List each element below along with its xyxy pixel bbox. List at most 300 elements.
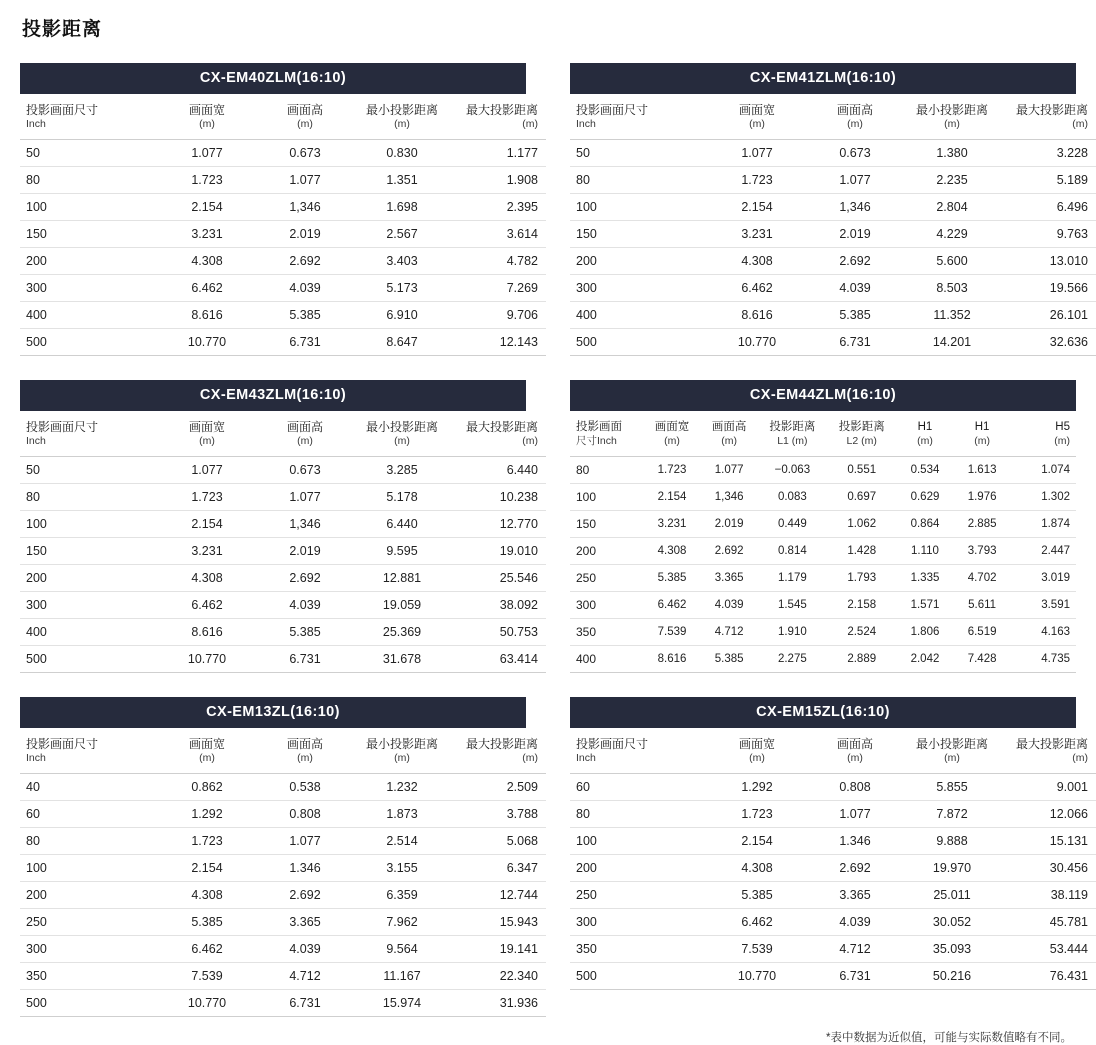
table-cell: 2.158 — [827, 591, 896, 618]
table-cell: 0.862 — [158, 774, 256, 801]
table-title: CX-EM15ZL(16:10) — [570, 697, 1076, 728]
table-cell: 19.141 — [450, 936, 546, 963]
column-header-label: 最小投影距离 — [365, 420, 438, 435]
table-cell: 5.068 — [450, 828, 546, 855]
tables-grid — [20, 63, 1088, 1041]
table-cell: 100 — [20, 511, 158, 538]
table-cell: 1.351 — [354, 167, 450, 194]
table-cell: 0.449 — [758, 510, 827, 537]
table-cell: 6.462 — [708, 909, 806, 936]
column-header — [450, 94, 546, 140]
column-header — [158, 728, 256, 774]
table-cell: 150 — [20, 538, 158, 565]
table-cell: 7.539 — [708, 936, 806, 963]
table-cell: 19.010 — [450, 538, 546, 565]
table-row — [570, 221, 1096, 248]
table-cell: 6.462 — [158, 592, 256, 619]
table-row — [20, 221, 546, 248]
table-cell: 2.692 — [256, 565, 354, 592]
table-row — [20, 248, 546, 275]
table-cell: 8.647 — [354, 329, 450, 356]
table-cell: 1.874 — [1011, 510, 1076, 537]
table-cell: 4.039 — [701, 591, 758, 618]
table-cell: 6.731 — [256, 646, 354, 673]
projection-distance-table — [570, 94, 1096, 356]
table-cell: 2.019 — [806, 221, 904, 248]
table-row — [20, 484, 546, 511]
table-cell: 200 — [570, 248, 708, 275]
table-cell: 38.092 — [450, 592, 546, 619]
table-row — [570, 140, 1096, 167]
table-row — [570, 456, 1076, 483]
column-header-label: 投影画面尺寸 — [26, 420, 99, 435]
column-header-unit: (m) — [394, 435, 410, 448]
table-block — [570, 380, 1076, 673]
table-row — [20, 140, 546, 167]
column-header-label: 画面高 — [286, 103, 323, 117]
column-header-label: H1 — [917, 421, 933, 434]
table-row — [20, 275, 546, 302]
table-cell: 4.308 — [158, 882, 256, 909]
column-header-label: 投影画面尺寸 — [26, 737, 99, 752]
table-cell: 1.571 — [896, 591, 953, 618]
table-cell: 0.673 — [256, 140, 354, 167]
column-header-unit: (m) — [847, 752, 863, 765]
column-header-unit: (m) — [297, 118, 313, 130]
table-cell: 1.545 — [758, 591, 827, 618]
page-title: 投影距离 — [22, 19, 103, 40]
table-cell: 0.697 — [827, 483, 896, 510]
column-header-unit: (m) — [749, 118, 765, 130]
column-header-unit: (m) — [522, 435, 538, 448]
column-header — [954, 411, 1011, 456]
table-cell: 0.538 — [256, 774, 354, 801]
table-cell: 0.083 — [758, 483, 827, 510]
table-cell: 400 — [570, 302, 708, 329]
table-cell: 8.616 — [708, 302, 806, 329]
column-header-label: 画面高 — [836, 737, 873, 752]
table-cell: 9.564 — [354, 936, 450, 963]
table-cell: 1.723 — [643, 456, 700, 483]
table-cell: 25.011 — [904, 882, 1000, 909]
table-cell: 300 — [20, 936, 158, 963]
table-cell: 4.039 — [256, 592, 354, 619]
table-cell: 2.804 — [904, 194, 1000, 221]
column-header-label: 最大投影距离 — [1015, 103, 1088, 117]
column-header-label: 投影距离 — [838, 421, 885, 434]
table-cell: 1,346 — [806, 194, 904, 221]
table-cell: 500 — [20, 329, 158, 356]
table-cell: 250 — [20, 909, 158, 936]
column-header — [708, 728, 806, 774]
table-cell: 1.077 — [806, 801, 904, 828]
table-cell: 400 — [20, 619, 158, 646]
column-header — [570, 411, 643, 456]
table-cell: 3.019 — [1011, 564, 1076, 591]
table-cell: 0.629 — [896, 483, 953, 510]
table-cell: 400 — [20, 302, 158, 329]
table-cell: 50 — [20, 457, 158, 484]
column-header-label: 投影画面 — [576, 421, 622, 434]
table-row — [570, 828, 1096, 855]
table-cell: 1.910 — [758, 618, 827, 645]
table-cell: 80 — [570, 167, 708, 194]
column-header-unit: (m) — [749, 752, 765, 765]
table-cell: 1.428 — [827, 537, 896, 564]
table-cell: 15.974 — [354, 990, 450, 1017]
table-cell: 5.385 — [806, 302, 904, 329]
table-cell: 0.808 — [256, 801, 354, 828]
table-cell: 1.698 — [354, 194, 450, 221]
column-header-label: 投影画面尺寸 — [576, 737, 649, 752]
column-header-label: 画面宽 — [188, 420, 225, 435]
table-row — [570, 801, 1096, 828]
table-cell: 5.385 — [158, 909, 256, 936]
column-header-unit: (m) — [522, 118, 538, 130]
table-cell: 2.514 — [354, 828, 450, 855]
column-header — [450, 411, 546, 457]
table-cell: 4.712 — [701, 618, 758, 645]
table-row — [20, 619, 546, 646]
table-cell: 1.346 — [806, 828, 904, 855]
table-cell: 50.753 — [450, 619, 546, 646]
table-row — [570, 855, 1096, 882]
table-cell: 80 — [20, 484, 158, 511]
column-header-label: 最大投影距离 — [465, 737, 538, 752]
table-cell: 5.600 — [904, 248, 1000, 275]
column-header — [20, 411, 158, 457]
column-header-label: 最大投影距离 — [1015, 737, 1088, 752]
table-row — [20, 646, 546, 673]
table-cell: 6.462 — [158, 275, 256, 302]
table-cell: 2.154 — [708, 194, 806, 221]
table-cell: 4.712 — [256, 963, 354, 990]
table-cell: 2.154 — [158, 194, 256, 221]
table-cell: 3.285 — [354, 457, 450, 484]
table-cell: 53.444 — [1000, 936, 1096, 963]
table-row — [570, 774, 1096, 801]
table-cell: 2.154 — [158, 855, 256, 882]
table-cell: 300 — [20, 275, 158, 302]
table-cell: 1.292 — [158, 801, 256, 828]
column-header — [1000, 728, 1096, 774]
table-cell: 400 — [570, 645, 643, 672]
table-title: CX-EM44ZLM(16:10) — [570, 380, 1076, 411]
table-row — [20, 855, 546, 882]
table-cell: 30.456 — [1000, 855, 1096, 882]
column-header-unit: 尺寸Inch — [576, 434, 617, 447]
table-cell: 2.567 — [354, 221, 450, 248]
projection-distance-table — [20, 728, 546, 1017]
table-row — [20, 774, 546, 801]
table-cell: 250 — [570, 882, 708, 909]
table-cell: 3.231 — [158, 221, 256, 248]
table-cell: 500 — [570, 963, 708, 990]
table-cell: 38.119 — [1000, 882, 1096, 909]
table-row — [570, 167, 1096, 194]
table-title: CX-EM43ZLM(16:10) — [20, 380, 526, 411]
table-cell: 7.872 — [904, 801, 1000, 828]
table-cell: 22.340 — [450, 963, 546, 990]
table-header-row — [570, 728, 1096, 774]
table-cell: 2.395 — [450, 194, 546, 221]
table-row — [20, 936, 546, 963]
table-cell: 6.347 — [450, 855, 546, 882]
table-cell: 2.154 — [158, 511, 256, 538]
column-header-unit: Inch — [26, 118, 46, 130]
column-header-label: 最大投影距离 — [465, 420, 538, 435]
table-cell: 1.613 — [954, 456, 1011, 483]
table-cell: 1.908 — [450, 167, 546, 194]
table-cell: 5.173 — [354, 275, 450, 302]
column-header — [354, 728, 450, 774]
table-cell: 1.723 — [158, 484, 256, 511]
table-cell: 1.062 — [827, 510, 896, 537]
column-header-label: 画面高 — [286, 737, 323, 752]
table-cell: 3.788 — [450, 801, 546, 828]
column-header — [904, 728, 1000, 774]
column-header-unit: (m) — [297, 752, 313, 765]
column-header — [806, 94, 904, 140]
table-cell: 76.431 — [1000, 963, 1096, 990]
table-cell: 2.042 — [896, 645, 953, 672]
table-cell: 5.611 — [954, 591, 1011, 618]
table-block — [570, 697, 1088, 1017]
table-row — [570, 564, 1076, 591]
table-cell: 10.770 — [708, 963, 806, 990]
table-cell: 35.093 — [904, 936, 1000, 963]
table-cell: 12.143 — [450, 329, 546, 356]
table-cell: 1.177 — [450, 140, 546, 167]
table-cell: 80 — [20, 167, 158, 194]
table-cell: 26.101 — [1000, 302, 1096, 329]
table-block — [570, 63, 1088, 356]
table-cell: 3.614 — [450, 221, 546, 248]
table-row — [570, 936, 1096, 963]
table-cell: 1.723 — [158, 828, 256, 855]
table-cell: 6.462 — [158, 936, 256, 963]
column-header — [256, 411, 354, 457]
table-cell: 500 — [20, 990, 158, 1017]
column-header-label: 最小投影距离 — [365, 737, 438, 752]
table-cell: 3.365 — [806, 882, 904, 909]
table-cell: 4.039 — [806, 275, 904, 302]
column-header — [1011, 411, 1076, 456]
table-cell: 6.731 — [256, 329, 354, 356]
table-cell: 300 — [570, 275, 708, 302]
table-cell: 50 — [570, 140, 708, 167]
table-cell: 2.692 — [806, 248, 904, 275]
table-cell: 1,346 — [256, 511, 354, 538]
table-cell: 3.231 — [643, 510, 700, 537]
table-cell: 2.692 — [256, 248, 354, 275]
table-cell: 500 — [570, 329, 708, 356]
table-cell: 2.154 — [708, 828, 806, 855]
table-cell: 4.163 — [1011, 618, 1076, 645]
table-cell: 3.228 — [1000, 140, 1096, 167]
table-cell: 1.723 — [158, 167, 256, 194]
table-cell: 25.546 — [450, 565, 546, 592]
column-header — [570, 94, 708, 140]
column-header-unit: L1 (m) — [777, 434, 808, 447]
column-header-label: 画面宽 — [654, 421, 690, 434]
table-cell: 14.201 — [904, 329, 1000, 356]
table-cell: 300 — [570, 909, 708, 936]
table-cell: 8.616 — [158, 302, 256, 329]
table-cell: 8.616 — [643, 645, 700, 672]
table-cell: 2.019 — [256, 538, 354, 565]
table-cell: 100 — [570, 194, 708, 221]
table-cell: 4.308 — [708, 248, 806, 275]
table-cell: 150 — [570, 510, 643, 537]
column-header-unit: (m) — [847, 118, 863, 130]
column-header-unit: Inch — [26, 435, 46, 448]
column-header — [806, 728, 904, 774]
table-cell: 1.302 — [1011, 483, 1076, 510]
table-cell: 6.359 — [354, 882, 450, 909]
table-cell: 100 — [570, 828, 708, 855]
table-cell: 6.440 — [450, 457, 546, 484]
table-cell: 1.179 — [758, 564, 827, 591]
table-cell: 150 — [20, 221, 158, 248]
table-cell: 8.616 — [158, 619, 256, 646]
table-cell: 6.731 — [806, 963, 904, 990]
table-row — [570, 882, 1096, 909]
table-cell: 2.447 — [1011, 537, 1076, 564]
table-cell: 1.335 — [896, 564, 953, 591]
table-cell: 12.881 — [354, 565, 450, 592]
table-row — [20, 511, 546, 538]
column-header-label: H1 — [974, 421, 990, 434]
table-cell: 15.943 — [450, 909, 546, 936]
column-header-unit: (m) — [974, 434, 990, 447]
table-cell: 0.673 — [256, 457, 354, 484]
table-cell: 1.292 — [708, 774, 806, 801]
table-cell: 63.414 — [450, 646, 546, 673]
table-row — [570, 194, 1096, 221]
table-block — [20, 63, 538, 356]
table-cell: 19.059 — [354, 592, 450, 619]
column-header — [827, 411, 896, 456]
table-row — [20, 329, 546, 356]
column-header-label: 投影距离 — [769, 421, 816, 434]
table-cell: 5.385 — [256, 619, 354, 646]
table-cell: 19.566 — [1000, 275, 1096, 302]
table-cell: 1.232 — [354, 774, 450, 801]
column-header — [354, 411, 450, 457]
table-cell: 0.673 — [806, 140, 904, 167]
column-header-label: 画面宽 — [188, 103, 225, 117]
table-block — [20, 697, 538, 1017]
table-cell: 1.074 — [1011, 456, 1076, 483]
table-cell: 7.539 — [158, 963, 256, 990]
table-row — [570, 591, 1076, 618]
table-cell: 1.110 — [896, 537, 953, 564]
table-cell: 5.385 — [256, 302, 354, 329]
table-cell: 7.269 — [450, 275, 546, 302]
table-cell: 7.539 — [643, 618, 700, 645]
table-cell: 1.380 — [904, 140, 1000, 167]
table-cell: 15.131 — [1000, 828, 1096, 855]
table-cell: 4.308 — [708, 855, 806, 882]
column-header — [256, 94, 354, 140]
column-header — [450, 728, 546, 774]
table-cell: 4.229 — [904, 221, 1000, 248]
column-header-label: 最小投影距离 — [365, 103, 438, 117]
table-cell: 10.770 — [708, 329, 806, 356]
table-cell: 80 — [570, 801, 708, 828]
table-cell: 5.385 — [701, 645, 758, 672]
table-cell: 12.744 — [450, 882, 546, 909]
column-header-unit: Inch — [26, 752, 46, 765]
table-cell: 11.167 — [354, 963, 450, 990]
table-header-row — [570, 94, 1096, 140]
column-header-unit: (m) — [199, 752, 215, 765]
table-cell: 6.519 — [954, 618, 1011, 645]
column-header-unit: (m) — [664, 434, 680, 447]
table-header-row — [20, 94, 546, 140]
table-cell: 60 — [570, 774, 708, 801]
table-cell: 5.385 — [643, 564, 700, 591]
projection-distance-table — [570, 728, 1096, 990]
table-cell: 5.178 — [354, 484, 450, 511]
column-header-label: 最小投影距离 — [915, 737, 988, 752]
column-header-unit: (m) — [199, 118, 215, 130]
column-header-unit: (m) — [944, 752, 960, 765]
table-cell: 1.077 — [158, 457, 256, 484]
table-cell: 6.910 — [354, 302, 450, 329]
column-header-unit: (m) — [944, 118, 960, 130]
table-row — [570, 248, 1096, 275]
table-cell: 5.855 — [904, 774, 1000, 801]
table-cell: 40 — [20, 774, 158, 801]
table-cell: 2.275 — [758, 645, 827, 672]
column-header — [354, 94, 450, 140]
table-cell: 350 — [570, 618, 643, 645]
table-cell: 0.551 — [827, 456, 896, 483]
table-row — [20, 194, 546, 221]
column-header-unit: (m) — [199, 435, 215, 448]
table-cell: 200 — [20, 565, 158, 592]
column-header — [904, 94, 1000, 140]
table-cell: 50.216 — [904, 963, 1000, 990]
table-cell: 3.365 — [256, 909, 354, 936]
table-cell: 9.763 — [1000, 221, 1096, 248]
table-row — [570, 329, 1096, 356]
table-cell: 2.509 — [450, 774, 546, 801]
table-cell: 31.936 — [450, 990, 546, 1017]
table-cell: 9.001 — [1000, 774, 1096, 801]
table-cell: 100 — [570, 483, 643, 510]
table-cell: 12.770 — [450, 511, 546, 538]
table-cell: 300 — [20, 592, 158, 619]
table-cell: 500 — [20, 646, 158, 673]
table-row — [570, 483, 1076, 510]
table-cell: 2.019 — [256, 221, 354, 248]
table-cell: 6.496 — [1000, 194, 1096, 221]
table-cell: 2.885 — [954, 510, 1011, 537]
table-row — [570, 963, 1096, 990]
column-header — [701, 411, 758, 456]
table-row — [570, 302, 1096, 329]
table-cell: 80 — [20, 828, 158, 855]
table-cell: 2.692 — [256, 882, 354, 909]
table-cell: 200 — [570, 855, 708, 882]
table-row — [570, 645, 1076, 672]
table-cell: 6.731 — [806, 329, 904, 356]
table-cell: 6.440 — [354, 511, 450, 538]
table-cell: 3.231 — [158, 538, 256, 565]
